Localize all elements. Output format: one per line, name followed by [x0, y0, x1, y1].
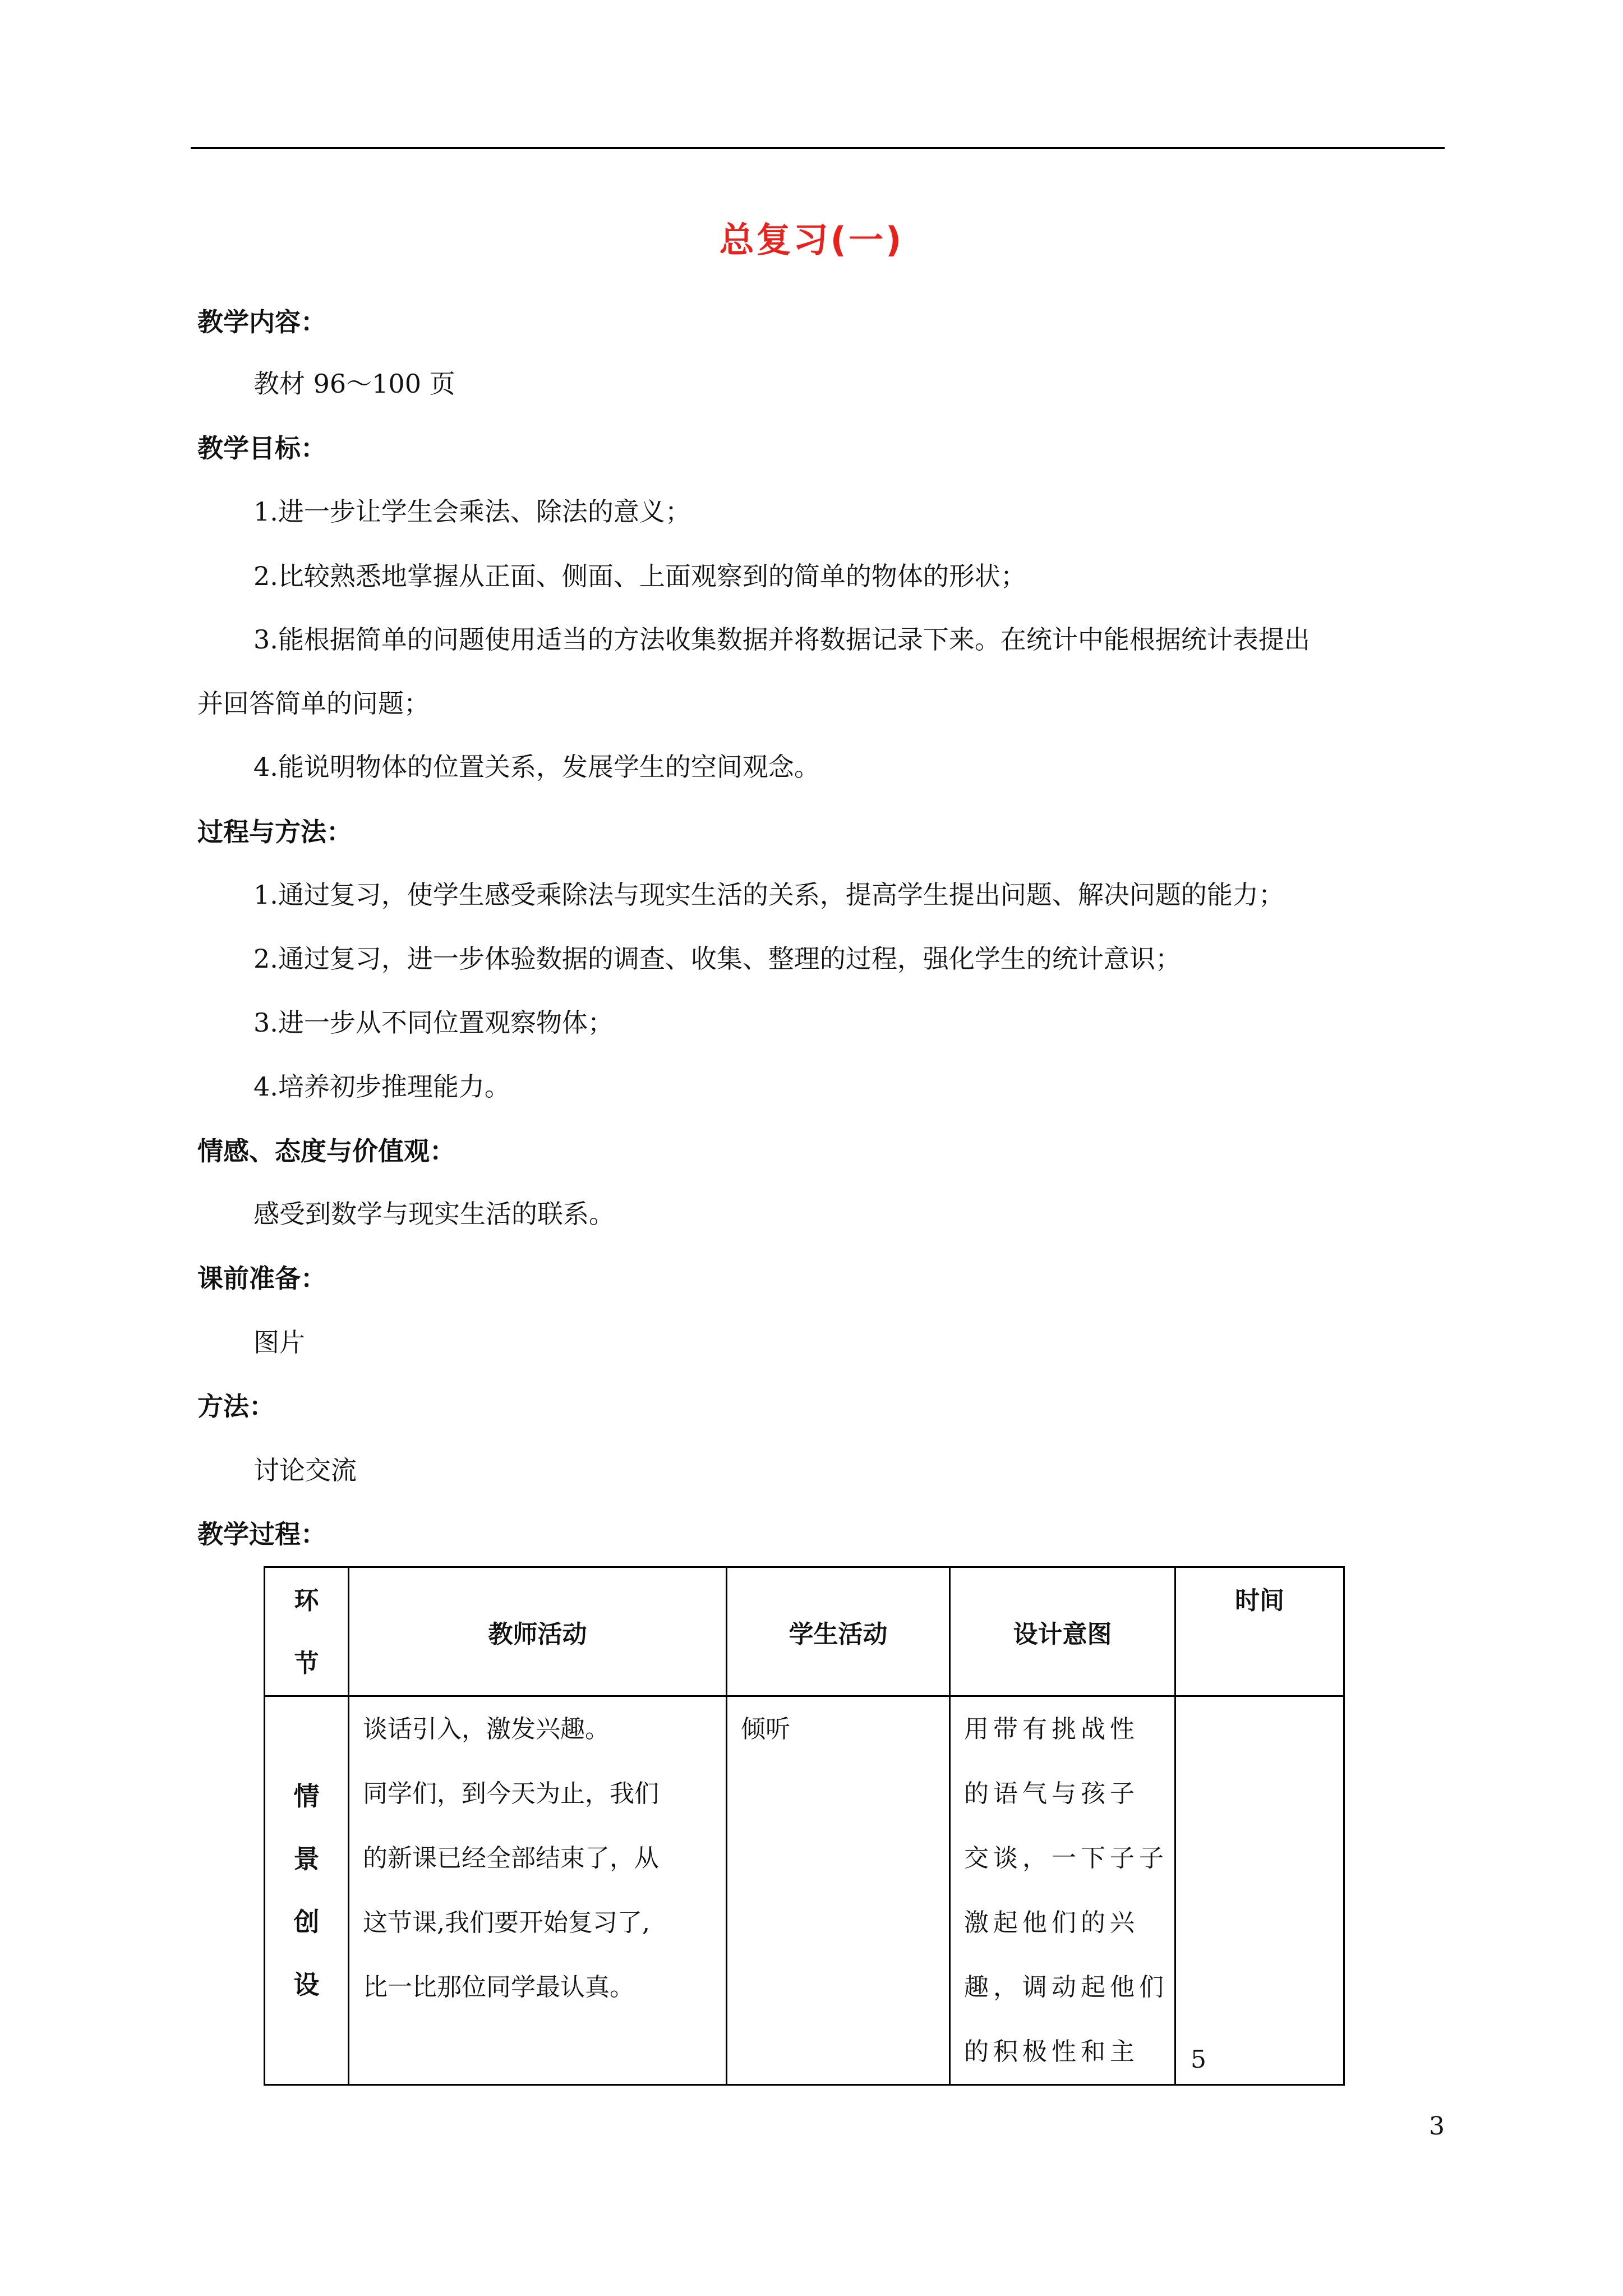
teacher-line-2: 同学们，到今天为止，我们 — [363, 1779, 659, 1808]
goal-item-3: 3.能根据简单的问题使用适当的方法收集数据并将数据记录下来。在统计中能根据统计表提出 — [253, 624, 1310, 655]
stage-char-2: 景 — [293, 1844, 320, 1874]
content-text: 教材 96～100 页 — [253, 369, 455, 399]
goal-item-2: 2.比较熟悉地掌握从正面、侧面、上面观察到的简单的物体的形状； — [253, 561, 1026, 591]
header-time — [1175, 1567, 1344, 1696]
student-activity-cell — [727, 1696, 950, 2085]
header-stage-top: 环 — [294, 1586, 319, 1615]
design-line-1: 用带有挑战性 — [964, 1715, 1139, 1743]
goal-item-4: 4.能说明物体的位置关系，发展学生的空间观念。 — [253, 752, 820, 782]
header-stage-bottom: 节 — [294, 1649, 319, 1678]
header-design-intent: 设计意图 — [950, 1567, 1175, 1696]
design-intent-cell — [950, 1696, 1175, 2085]
time-value: 5 — [1191, 2045, 1206, 2074]
table-row — [265, 1696, 1344, 2085]
process-item-4: 4.培养初步推理能力。 — [253, 1071, 510, 1102]
prep-text: 图片 — [253, 1327, 305, 1358]
design-line-4: 激起他们的兴 — [964, 1908, 1139, 1937]
stage-char-4: 设 — [293, 1970, 320, 2000]
heading-teaching-process: 教学过程： — [197, 1519, 326, 1549]
table-header-row — [265, 1567, 1344, 1696]
heading-goals: 教学目标： — [197, 433, 326, 463]
header-teacher-activity: 教师活动 — [349, 1567, 727, 1696]
heading-content: 教学内容： — [197, 307, 326, 337]
teacher-line-1: 谈话引入，激发兴趣。 — [363, 1715, 610, 1743]
stage-char-1: 情 — [293, 1781, 320, 1811]
time-cell — [1175, 1696, 1344, 2085]
stage-char-3: 创 — [293, 1907, 320, 1937]
design-line-5: 趣，调动起他们 — [964, 1973, 1168, 2001]
teacher-activity-cell — [349, 1696, 727, 2085]
process-item-1: 1.通过复习，使学生感受乘除法与现实生活的关系，提高学生提出问题、解决问题的能力； — [253, 880, 1284, 910]
student-activity-text: 倾听 — [741, 1715, 790, 1743]
heading-method: 方法： — [197, 1391, 275, 1421]
teacher-line-4: 这节课,我们要开始复习了, — [363, 1908, 650, 1937]
design-line-3: 交谈，一下子子 — [964, 1844, 1168, 1872]
stage-cell — [265, 1696, 349, 2085]
header-rule — [191, 147, 1445, 149]
header-stage — [265, 1567, 349, 1696]
goal-item-1: 1.进一步让学生会乘法、除法的意义； — [253, 496, 691, 527]
heading-process-method: 过程与方法： — [197, 817, 352, 847]
teaching-process-table — [264, 1566, 1345, 2086]
heading-prep: 课前准备： — [197, 1263, 326, 1294]
heading-emotion: 情感、态度与价值观： — [197, 1136, 455, 1166]
emotion-text: 感受到数学与现实生活的联系。 — [253, 1199, 615, 1229]
design-line-2: 的语气与孩子 — [964, 1779, 1139, 1808]
method-text: 讨论交流 — [253, 1455, 357, 1485]
process-item-3: 3.进一步从不同位置观察物体； — [253, 1007, 614, 1038]
process-item-2: 2.通过复习，进一步体验数据的调查、收集、整理的过程，强化学生的统计意识； — [253, 944, 1181, 974]
teacher-line-3: 的新课已经全部结束了，从 — [363, 1844, 659, 1872]
header-time-label: 时间 — [1235, 1586, 1284, 1615]
page-title: 总复习(一) — [719, 219, 904, 260]
teacher-line-5: 比一比那位同学最认真。 — [363, 1973, 634, 2001]
page-number: 3 — [1429, 2112, 1445, 2141]
header-student-activity: 学生活动 — [727, 1567, 950, 1696]
design-line-6: 的积极性和主 — [964, 2037, 1139, 2066]
goal-item-3-cont: 并回答简单的问题； — [197, 688, 430, 719]
